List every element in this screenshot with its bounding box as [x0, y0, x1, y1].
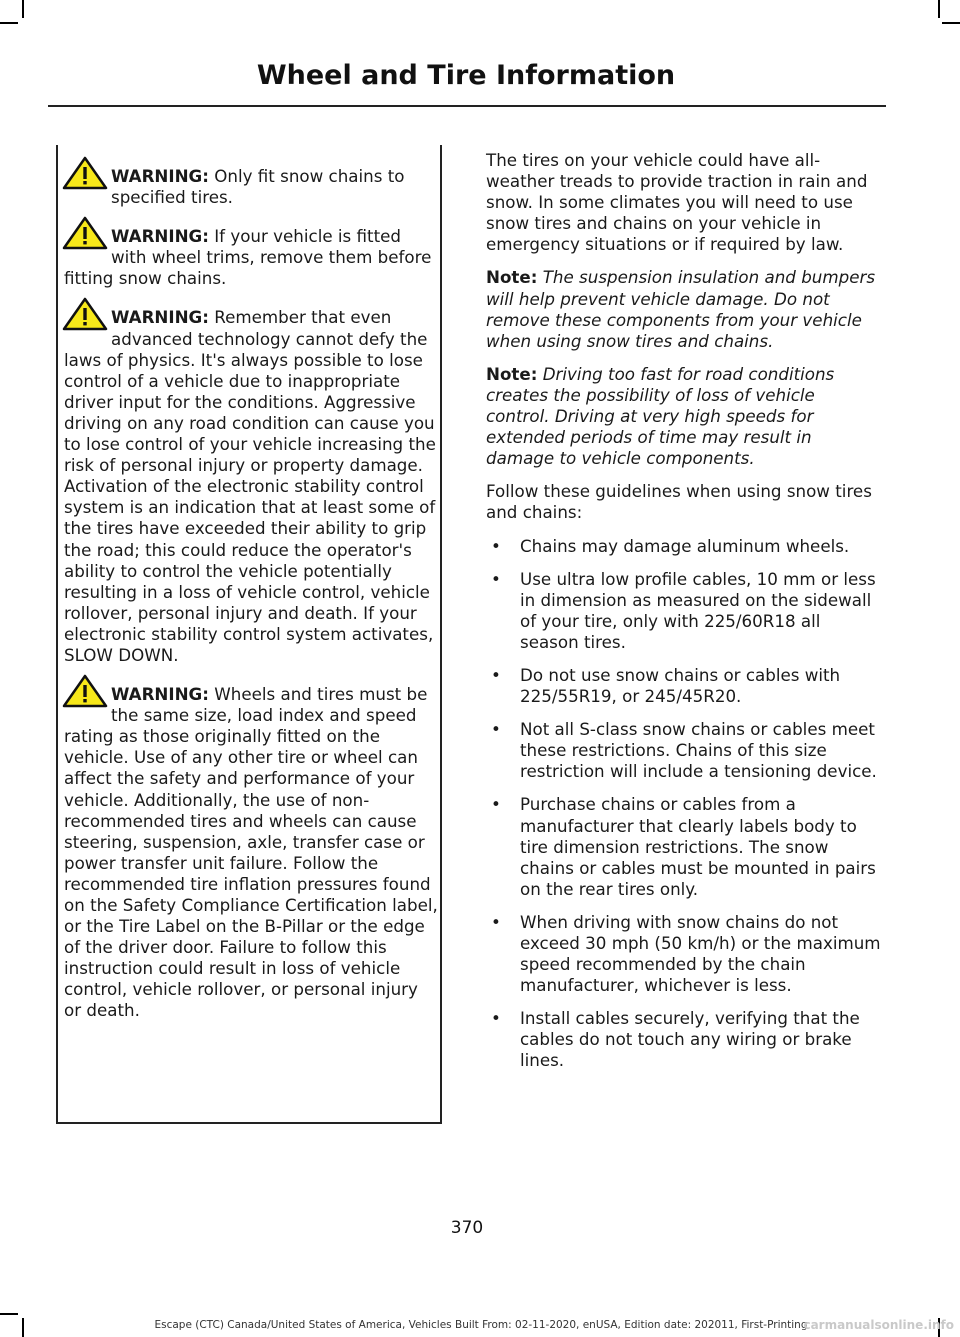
warning-text: Wheels and tires must be the same size, load index and speed rating as those originally fitted on the vehicle. Use of any other tire or wheel can affect the safety and performance of your vehicle. Additionally, the use of non-recommended tires and wheels can cause steering, suspension, axle, transfer case or power transfer unit failure. Follow the recommended tire inflation pressures found on the Safety Compliance Certification label, or the Tire Label on the B-Pillar or the edge of the driver door. Failure to follow this instruction could result in loss of vehicle control, vehicle rollover, or personal injury or death.: [64, 684, 438, 1021]
list-item: [486, 912, 882, 996]
warning-label: WARNING:: [111, 166, 209, 186]
list-item-text: Chains may damage aluminum wheels.: [520, 535, 850, 556]
guidelines-intro: Follow these guidelines when using snow tires and chains:: [486, 481, 872, 523]
intro-paragraph: The tires on your vehicle could have all-weather treads to provide traction in rain and snow. In some climates you will need to use snow tires and chains on your vehicle in emergency situations or if required by law.: [486, 150, 868, 255]
warning-label: WARNING:: [111, 307, 209, 328]
warning-label: WARNING:: [111, 226, 209, 247]
warning-block: [64, 307, 438, 666]
list-item-text: Not all S-class snow chains or cables meet these restrictions. Chains of this size restriction will include a tensioning device.: [520, 719, 877, 782]
list-item-text: Install cables securely, verifying that the cables do not touch any wiring or brake lines.: [520, 1008, 860, 1071]
list-item: [486, 569, 882, 653]
guidelines-list: [486, 536, 882, 1072]
warning-block: [64, 684, 438, 1022]
crop-mark: [938, 0, 940, 18]
bullet-icon: •: [491, 794, 501, 815]
note-label: Note:: [486, 267, 538, 288]
crop-mark: [0, 22, 18, 24]
warning-text: If your vehicle is fitted with wheel trims, remove them before fitting snow chains.: [64, 226, 432, 289]
warning-text: Remember that even advanced technology cannot defy the laws of physics. It's always possible to lose control of a vehicle due to inappropriate driver input for the conditions. Aggressive driving on any road condition can cause you to lose control of your vehicle increasing the risk of personal injury or property damage. Activation of the electronic stability control system is an indication that at least some of the tires have exceeded their ability to grip the road; this could reduce the operator's ability to control the vehicle potentially resulting in a loss of vehicle control, vehicle rollover, personal injury and death. If your electronic stability control system activates, SLOW DOWN.: [64, 307, 436, 665]
bullet-icon: •: [491, 664, 501, 685]
list-item-text: When driving with snow chains do not exceed 30 mph (50 km/h) or the maximum speed recommended by the chain manufacturer, whichever is less.: [520, 911, 881, 996]
page-title: Wheel and Tire Information: [256, 60, 676, 91]
bullet-icon: •: [491, 719, 501, 740]
warning-block: [64, 166, 438, 208]
note-text: The suspension insulation and bumpers will help prevent vehicle damage. Do not remove these components from your vehicle when using snow tires and chains.: [486, 267, 876, 351]
list-item-text: Purchase chains or cables from a manufacturer that clearly labels body to tire dimension restrictions. The snow chains or cables must be mounted in pairs on the rear tires only.: [520, 794, 876, 899]
list-item-text: Use ultra low profile cables, 10 mm or less in dimension as measured on the sidewall of your tire, only with 225/60R18 all season tires.: [520, 568, 876, 652]
note: [486, 364, 882, 469]
warning-triangle-icon: [62, 297, 108, 331]
list-item: [486, 794, 882, 899]
list-item: [486, 665, 882, 707]
list-item-text: Do not use snow chains or cables with 225/55R19, or 245/45R20.: [520, 664, 841, 707]
list-item: [486, 719, 882, 782]
warnings-column: [64, 166, 438, 1040]
title-divider: [48, 105, 886, 107]
warning-triangle-icon: [62, 216, 108, 250]
watermark: carmanualsonline.info: [803, 1318, 954, 1332]
bullet-icon: •: [491, 1008, 501, 1029]
bullet-icon: •: [491, 535, 501, 556]
footer-text: Escape (CTC) Canada/United States of America, Vehicles Built From: 02-11-2020, enUSA, Edition date: 202011, First-Printing: [154, 1319, 808, 1331]
warning-label: WARNING:: [111, 684, 209, 705]
note-text: Driving too fast for road conditions creates the possibility of loss of vehicle control. Driving at very high speeds for extended periods of time may result in damage to vehicle components.: [486, 363, 835, 469]
bullet-icon: •: [491, 568, 501, 589]
bullet-icon: •: [491, 911, 501, 932]
crop-mark: [942, 22, 960, 24]
body-column: [486, 150, 882, 1084]
list-item: [486, 536, 882, 557]
warning-text: Only fit snow chains to specified tires.: [111, 166, 405, 208]
warning-triangle-icon: [62, 674, 108, 708]
page-number: 370: [450, 1218, 484, 1238]
crop-mark: [0, 1313, 18, 1315]
list-item: [486, 1008, 882, 1071]
warning-block: [64, 226, 438, 289]
note-label: Note:: [486, 363, 538, 384]
crop-mark: [22, 0, 24, 18]
warning-triangle-icon: [62, 156, 108, 190]
note: [486, 267, 882, 351]
